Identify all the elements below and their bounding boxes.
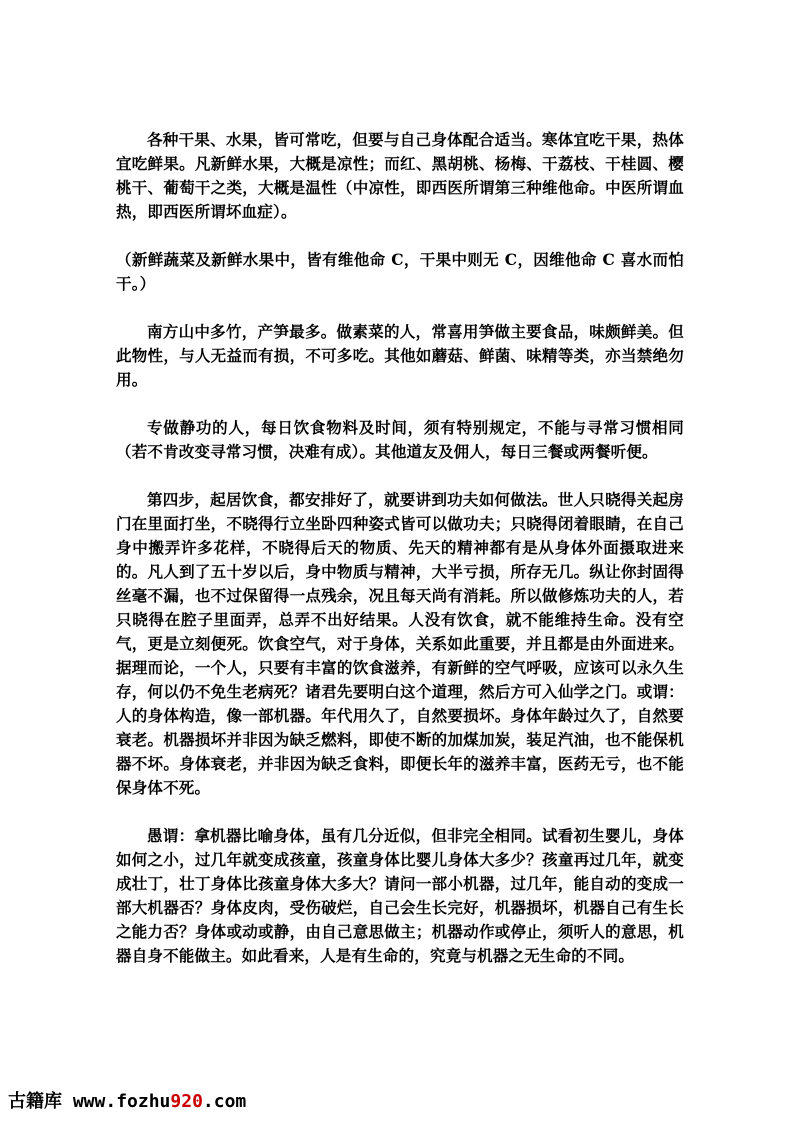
footer-url-prefix: www.fozhu: [72, 1091, 171, 1112]
footer-url-number: 920: [170, 1091, 203, 1112]
paragraph-dried-fruits: 各种干果、水果，皆可常吃，但要与自己身体配合适当。寒体宜吃干果，热体宜吃鲜果。凡新鲜水果，大概是凉性；而红、黑胡桃、杨梅、干荔枝、干桂圆、樱桃干、葡萄干之类，大概是温性（中凉性，即西医所谓第三种维他命。中医所谓血热，即西医所谓坏血症）。: [116, 130, 684, 221]
footer-url[interactable]: [73, 1091, 246, 1112]
paragraph-vitamin-c-note: （新鲜蔬菜及新鲜水果中，皆有维他命 C，干果中则无 C，因维他命 C 喜水而怕干。）: [116, 250, 684, 293]
paragraph-gap: [116, 296, 684, 320]
footer-site-name: 古籍库: [8, 1091, 62, 1112]
paragraph-gap: [116, 464, 684, 488]
footer-watermark: [8, 1087, 246, 1113]
paragraph-step-four: 第四步，起居饮食，都安排好了，就要讲到功夫如何做法。世人只晓得关起房门在里面打坐，不晓得行立坐卧四种姿式皆可以做功夫；只晓得闭着眼睛，在自己身中搬弄许多花样，不晓得后天的物质、先天的精神都有是从身体外面摄取进来的。凡人到了五十岁以后，身中物质与精神，大半亏损，所存无几。纵让你封固得丝毫不漏，也不过保留得一点残余，况且每天尚有消耗。所以做修炼功夫的人，若只晓得在腔子里面弄，总弄不出好结果。人没有饮食，就不能维持生命。没有空气，更是立刻便死。饮食空气，对于身体，关系如此重要，并且都是由外面进来。据理而论，一个人，只要有丰富的饮食滋养，有新鲜的空气呼吸，应该可以永久生存，何以仍不免生老病死？诸君先要明白这个道理，然后方可入仙学之门。或谓：人的身体构造，像一部机器。年代用久了，自然要损坏。身体年龄过久了，自然要衰老。机器损坏并非因为缺乏燃料，即使不断的加煤加炭，装足汽油，也不能保机器不坏。身体衰老，并非因为缺乏食料，即便长年的滋养丰富，医药无亏，也不能保身体不死。: [116, 490, 684, 797]
paragraph-gap: [116, 392, 684, 416]
document-body: [116, 128, 684, 968]
footer-url-suffix: .com: [202, 1091, 247, 1112]
paragraph-machine-analogy: 愚谓：拿机器比喻身体，虽有几分近似，但非完全相同。试看初生婴儿，身体如何之小，过几年就变成孩童，孩童身体比婴儿身体大多少？孩童再过几年，就变成壮丁，壮丁身体比孩童身体大多大？请问一部小机器，过几年，能自动的变成一部大机器否？身体皮肉，受伤破烂，自己会生长完好，机器损坏，机器自己有生长之能力否？身体或动或静，由自己意思做主；机器动作或停止，须听人的意思，机器自身不能做主。如此看来，人是有生命的，究竟与机器之无生命的不同。: [116, 826, 684, 965]
paragraph-gap: [116, 224, 684, 248]
paragraph-bamboo-shoots: 南方山中多竹，产笋最多。做素菜的人，常喜用笋做主要食品，味颇鲜美。但此物性，与人无益而有损，不可多吃。其他如蘑菇、鲜菌、味精等类，亦当禁绝勿用。: [116, 322, 684, 389]
paragraph-gap: [116, 800, 684, 824]
paragraph-meditation-diet: 专做静功的人，每日饮食物料及时间，须有特别规定，不能与寻常习惯相同（若不肯改变寻常习惯，决难有成）。其他道友及佣人，每日三餐或两餐听便。: [116, 418, 684, 461]
